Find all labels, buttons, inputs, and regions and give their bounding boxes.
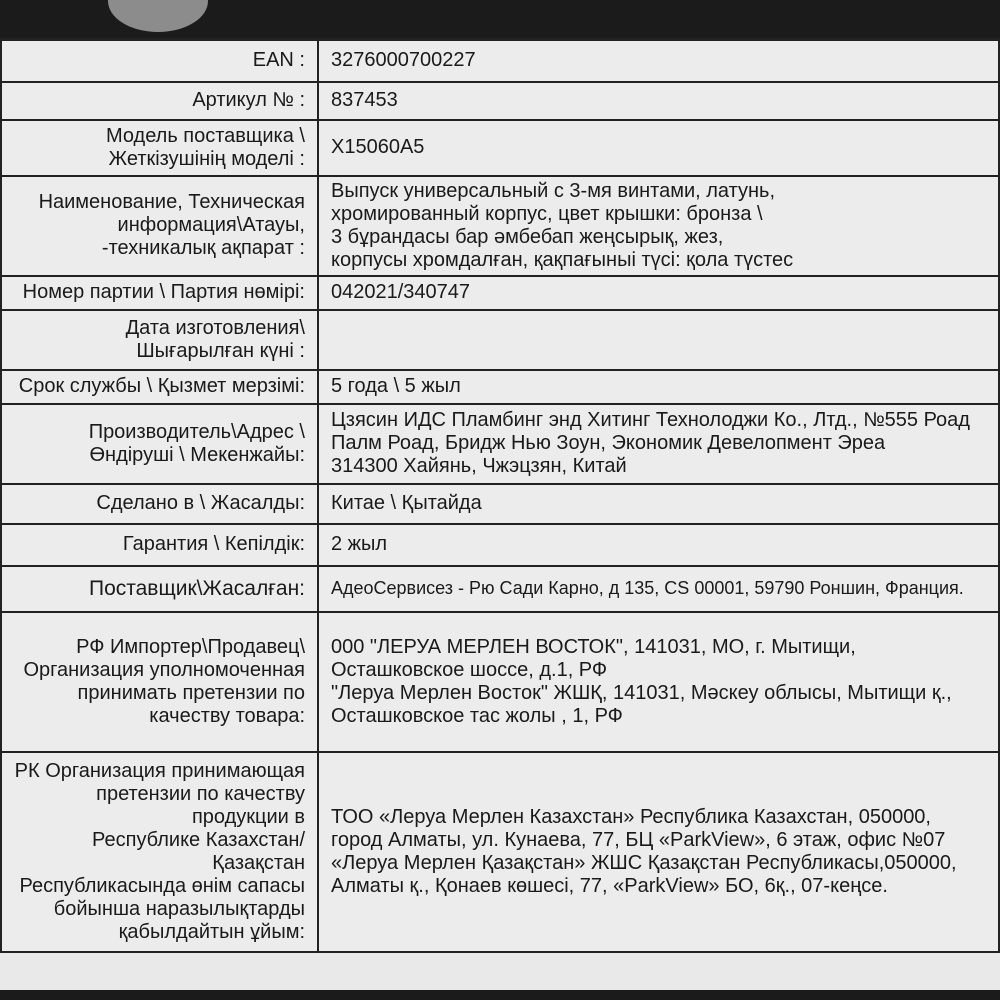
label-key: Срок службы \ Қызмет мерзімі: (1, 370, 318, 404)
label-key: Поставщик\Жасалған: (1, 566, 318, 612)
table-row-supplier-model (1, 120, 999, 176)
label-key: Артикул № : (1, 82, 318, 120)
bottom-dark-band (0, 990, 1000, 1000)
label-value: Китае \ Қытайда (318, 484, 999, 524)
label-key: Гарантия \ Кепілдік: (1, 524, 318, 566)
label-value: Цзясин ИДС Пламбинг энд Хитинг Технолоджи Ко., Лтд., №555 Роад Палм Роад, Бридж Нью Зоун, Экономик Девелопмент Эреа 314300 Хайянь, Чжэцзян, Китай (318, 404, 999, 484)
label-value (318, 310, 999, 370)
label-value: 042021/340747 (318, 276, 999, 310)
label-key: РК Организация принимающая претензии по качеству продукции в Республике Казахстан/Қазақстан Республикасында өнім сапасы бойынша наразылықтарды қабылдайтын ұйым: (1, 752, 318, 952)
table-row-manufacture-date (1, 310, 999, 370)
label-key: Наименование, Техническая информация\Атауы, -техникалық ақпарат : (1, 176, 318, 276)
table-row-supplier (1, 566, 999, 612)
table-row-made-in (1, 484, 999, 524)
table-row-service-life (1, 370, 999, 404)
label-key: EAN : (1, 40, 318, 82)
table-row-ean (1, 40, 999, 82)
label-value: Выпуск универсальный с 3-мя винтами, латунь, хромированный корпус, цвет крышки: бронза \ 3 бұрандасы бар әмбебап жеңсырық, жез, корпусы хромдалған, қақпағыныі түсі: қола түстес (318, 176, 999, 276)
table-row-article (1, 82, 999, 120)
table-row-importer-rf (1, 612, 999, 752)
label-value: 000 "ЛЕРУА МЕРЛЕН ВОСТОК", 141031, МО, г. Мытищи, Осташковское шоссе, д.1, РФ "Леруа Мерлен Восток" ЖШҚ, 141031, Мәскеу облысы, Мытищи қ., Осташковское тас жолы , 1, РФ (318, 612, 999, 752)
label-value: 3276000700227 (318, 40, 999, 82)
table-row-batch (1, 276, 999, 310)
label-value: 837453 (318, 82, 999, 120)
label-value: АдеоСервисез - Рю Сади Карно, д 135, CS 00001, 59790 Роншин, Франция. (318, 566, 999, 612)
label-key: Производитель\Адрес \ Өндіруші \ Мекенжайы: (1, 404, 318, 484)
table-row-warranty (1, 524, 999, 566)
label-value: ТОО «Леруа Мерлен Казахстан» Республика Казахстан, 050000, город Алматы, ул. Кунаева, 77, БЦ «ParkView», 6 этаж, офис №07 «Леруа Мерлен Қазақстан» ЖШС Қазақстан Республикасы,050000, Алматы қ., Қонаев көшесі, 77, «ParkView» БО, 6қ., 07-кеңсе. (318, 752, 999, 952)
label-key: Номер партии \ Партия нөмірі: (1, 276, 318, 310)
product-label-table (0, 38, 1000, 953)
label-value: X15060A5 (318, 120, 999, 176)
table-row-name-info (1, 176, 999, 276)
label-key: Модель поставщика \ Жеткізушінің моделі : (1, 120, 318, 176)
table-row-manufacturer (1, 404, 999, 484)
label-value: 2 жыл (318, 524, 999, 566)
label-key: Сделано в \ Жасалды: (1, 484, 318, 524)
label-value: 5 года \ 5 жыл (318, 370, 999, 404)
label-key: РФ Импортер\Продавец\ Организация уполномоченная принимать претензии по качеству товара: (1, 612, 318, 752)
label-key: Дата изготовления\ Шығарылған күні : (1, 310, 318, 370)
table-row-organization-rk (1, 752, 999, 952)
